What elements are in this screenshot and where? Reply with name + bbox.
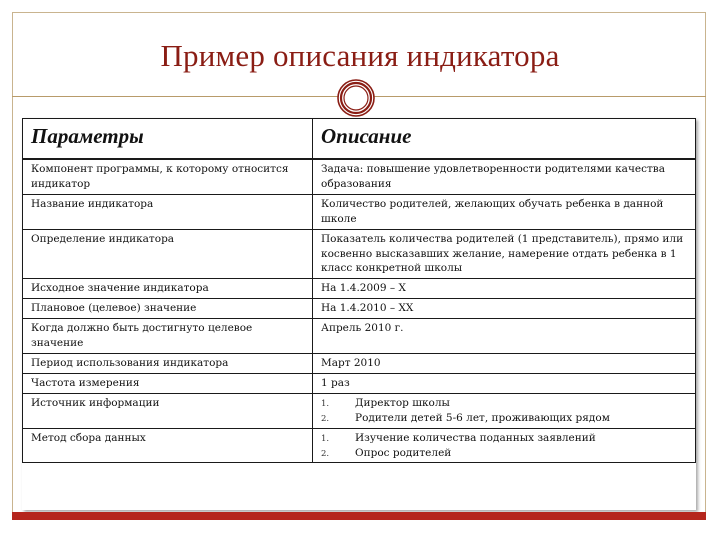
numbered-list bbox=[321, 396, 687, 426]
table-row bbox=[23, 194, 696, 229]
desc-cell: Март 2010 bbox=[313, 353, 696, 373]
list-text: Изучение количества поданных заявлений bbox=[355, 431, 596, 444]
table-row bbox=[23, 229, 696, 279]
table-row bbox=[23, 373, 696, 393]
list-number: 1. bbox=[321, 398, 330, 409]
param-cell: Исходное значение индикатора bbox=[23, 279, 313, 299]
circle-ornament-icon bbox=[336, 78, 376, 118]
list-item bbox=[321, 446, 687, 461]
desc-cell: Апрель 2010 г. bbox=[313, 319, 696, 354]
indicator-table-container bbox=[22, 118, 696, 510]
table-row bbox=[23, 299, 696, 319]
list-number: 1. bbox=[321, 433, 330, 444]
list-text: Родители детей 5-6 лет, проживающих рядом bbox=[355, 411, 610, 424]
header-parameters: Параметры bbox=[23, 119, 313, 160]
list-item bbox=[321, 431, 687, 446]
param-cell: Когда должно быть достигнуто целевое значение bbox=[23, 319, 313, 354]
param-cell: Источник информации bbox=[23, 393, 313, 428]
table-row bbox=[23, 279, 696, 299]
desc-cell: Количество родителей, желающих обучать ребенка в данной школе bbox=[313, 194, 696, 229]
table-row bbox=[23, 393, 696, 428]
param-cell: Название индикатора bbox=[23, 194, 313, 229]
desc-list-cell bbox=[313, 393, 696, 428]
desc-cell: На 1.4.2009 – Х bbox=[313, 279, 696, 299]
param-cell: Частота измерения bbox=[23, 373, 313, 393]
desc-cell: Задача: повышение удовлетворенности родителями качества образования bbox=[313, 159, 696, 194]
slide-title: Пример описания индикатора bbox=[160, 38, 560, 73]
table-row bbox=[23, 353, 696, 373]
table-row bbox=[23, 319, 696, 354]
param-cell: Определение индикатора bbox=[23, 229, 313, 279]
list-number: 2. bbox=[321, 448, 330, 459]
indicator-table bbox=[22, 118, 696, 463]
desc-list-cell bbox=[313, 428, 696, 463]
table-header-row bbox=[23, 119, 696, 160]
bottom-accent-bar bbox=[12, 512, 706, 520]
desc-cell: На 1.4.2010 – ХХ bbox=[313, 299, 696, 319]
list-number: 2. bbox=[321, 413, 330, 424]
list-item bbox=[321, 396, 687, 411]
list-text: Директор школы bbox=[355, 396, 450, 409]
param-cell: Плановое (целевое) значение bbox=[23, 299, 313, 319]
param-cell: Метод сбора данных bbox=[23, 428, 313, 463]
desc-cell: Показатель количества родителей (1 представитель), прямо или косвенно высказавших желание, намерение отдать ребенка в 1 класс конкретной школы bbox=[313, 229, 696, 279]
numbered-list bbox=[321, 431, 687, 461]
table-row bbox=[23, 428, 696, 463]
table-row bbox=[23, 159, 696, 194]
param-cell: Период использования индикатора bbox=[23, 353, 313, 373]
desc-cell: 1 раз bbox=[313, 373, 696, 393]
list-item bbox=[321, 411, 687, 426]
header-description: Описание bbox=[313, 119, 696, 160]
param-cell: Компонент программы, к которому относится индикатор bbox=[23, 159, 313, 194]
list-text: Опрос родителей bbox=[355, 446, 452, 459]
